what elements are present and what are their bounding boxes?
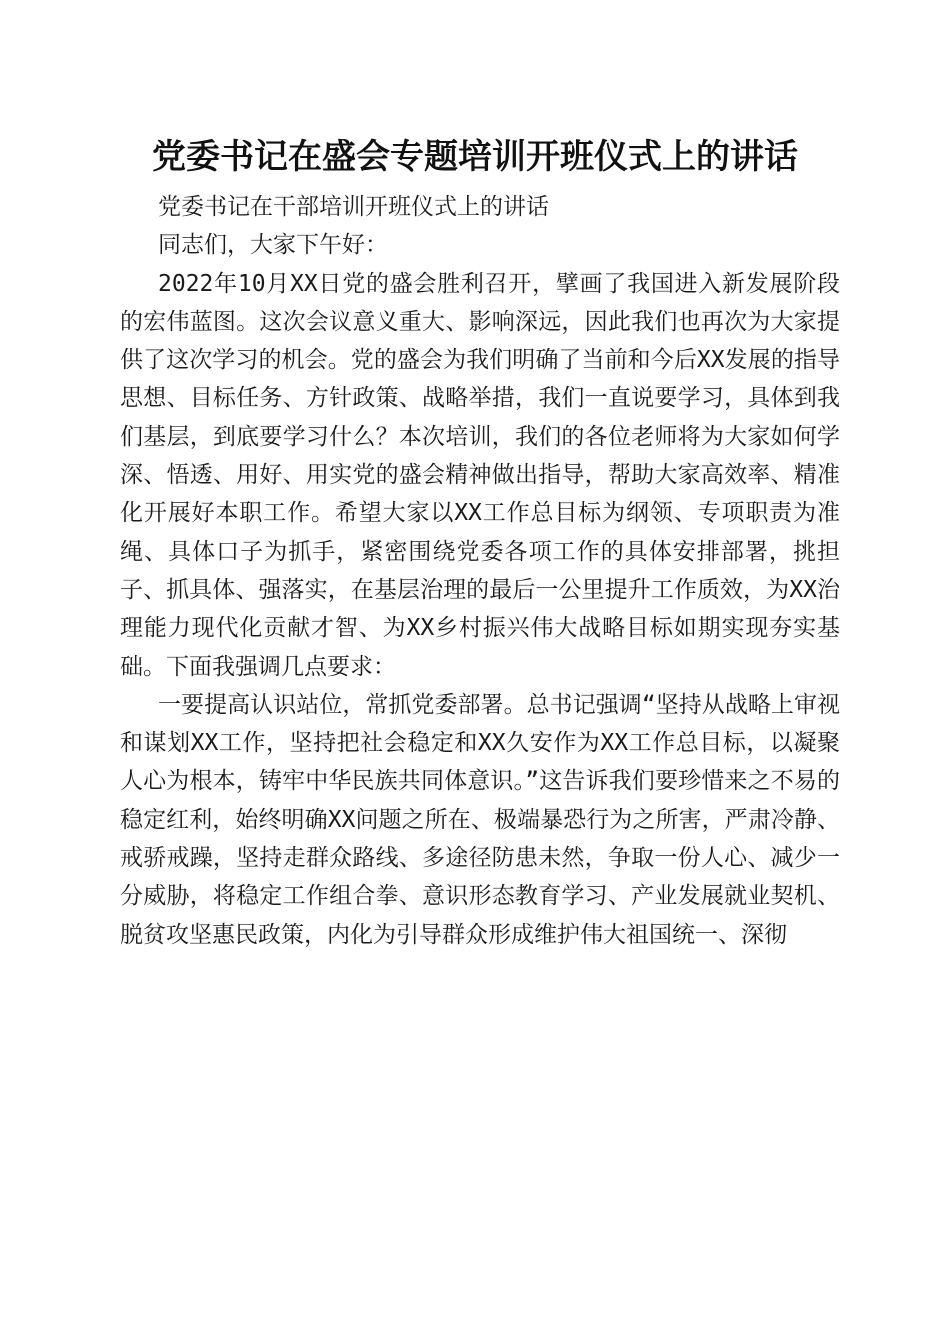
- document-subtitle: 党委书记在干部培训开班仪式上的讲话: [158, 194, 549, 220]
- greeting-line: 同志们，大家下午好：: [158, 232, 388, 259]
- paragraph: 2022年10月XX日党的盛会胜利召开，擘画了我国进入新发展阶段的宏伟蓝图。这次会议意义重大、影响深远，因此我们也再次为大家提供了这次学习的机会。党的盛会为我们明确了当前和今后XX发展的指导思想、目标任务、方针政策、战略举措，我们一直说要学习，具体到我们基层，到底要学习什么？本次培训，我们的各位老师将为大家如何学深、悟透、用好、用实党的盛会精神做出指导，帮助大家高效率、精准化开展好本职工作。希望大家以XX工作总目标为纲领、专项职责为准绳、具体口子为抓手，紧密围绕党委各项工作的具体安排部署，挑担子、抓具体、强落实，在基层治理的最后一公里提升工作质效，为XX治理能力现代化贡献才智、为XX乡村振兴伟大战略目标如期实现夯实基础。下面我强调几点要求：: [120, 270, 840, 680]
- paragraph: 一要提高认识站位，常抓党委部署。总书记强调“坚持从战略上审视和谋划XX工作，坚持把社会稳定和XX久安作为XX工作总目标，以凝聚人心为根本，铸牢中华民族共同体意识。”这告诉我们要珍惜来之不易的稳定红利，始终明确XX问题之所在、极端暴恐行为之所害，严肃冷静、戒骄戒躁，坚持走群众路线、多途径防患未然，争取一份人心、减少一分威胁，将稳定工作组合拳、意识形态教育学习、产业发展就业契机、脱贫攻坚惠民政策，内化为引导群众形成维护伟大祖国统一、深彻: [120, 691, 840, 948]
- document-title: 党委书记在盛会专题培训开班仪式上的讲话: [152, 137, 798, 177]
- document-body: [120, 188, 840, 954]
